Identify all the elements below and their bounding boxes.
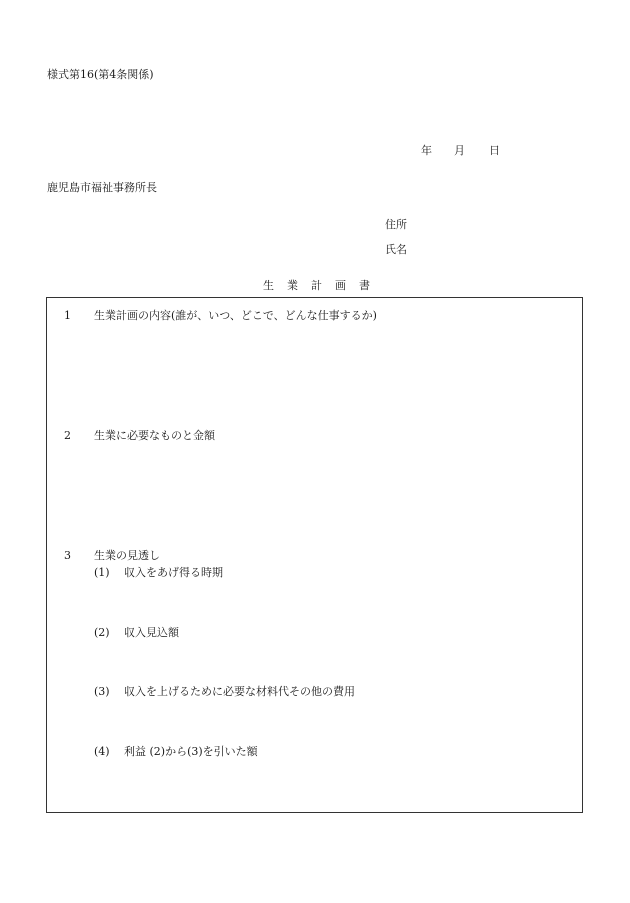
outlook-item-number: (4) xyxy=(94,745,110,758)
outlook-item-profit: 利益 (2)から(3)を引いた額 xyxy=(124,745,258,758)
section-outlook: 生業の見透し xyxy=(94,549,160,562)
section-number: 3 xyxy=(64,549,71,562)
section-plan-content: 生業計画の内容(誰が、いつ、どこで、どんな仕事するか) xyxy=(94,309,377,322)
outlook-item-expected-income: 収入見込額 xyxy=(124,626,179,639)
plan-box xyxy=(46,297,583,813)
name-label: 氏名 xyxy=(385,243,407,256)
date-year-label: 年 xyxy=(421,144,432,157)
form-number: 様式第16(第4条関係) xyxy=(47,68,154,81)
outlook-item-number: (1) xyxy=(94,566,110,579)
outlook-item-number: (2) xyxy=(94,626,110,639)
outlook-item-income-timing: 収入をあげ得る時期 xyxy=(124,566,223,579)
section-required-items: 生業に必要なものと金額 xyxy=(94,429,215,442)
outlook-item-number: (3) xyxy=(94,685,110,698)
date-month-label: 月 xyxy=(454,144,465,157)
addressee: 鹿児島市福祉事務所長 xyxy=(47,181,157,194)
date-day-label: 日 xyxy=(489,144,500,157)
outlook-item-costs: 収入を上げるために必要な材料代その他の費用 xyxy=(124,685,355,698)
address-label: 住所 xyxy=(385,218,407,231)
section-number: 1 xyxy=(64,309,71,322)
section-number: 2 xyxy=(64,429,71,442)
document-title: 生業計画書 xyxy=(263,279,383,292)
